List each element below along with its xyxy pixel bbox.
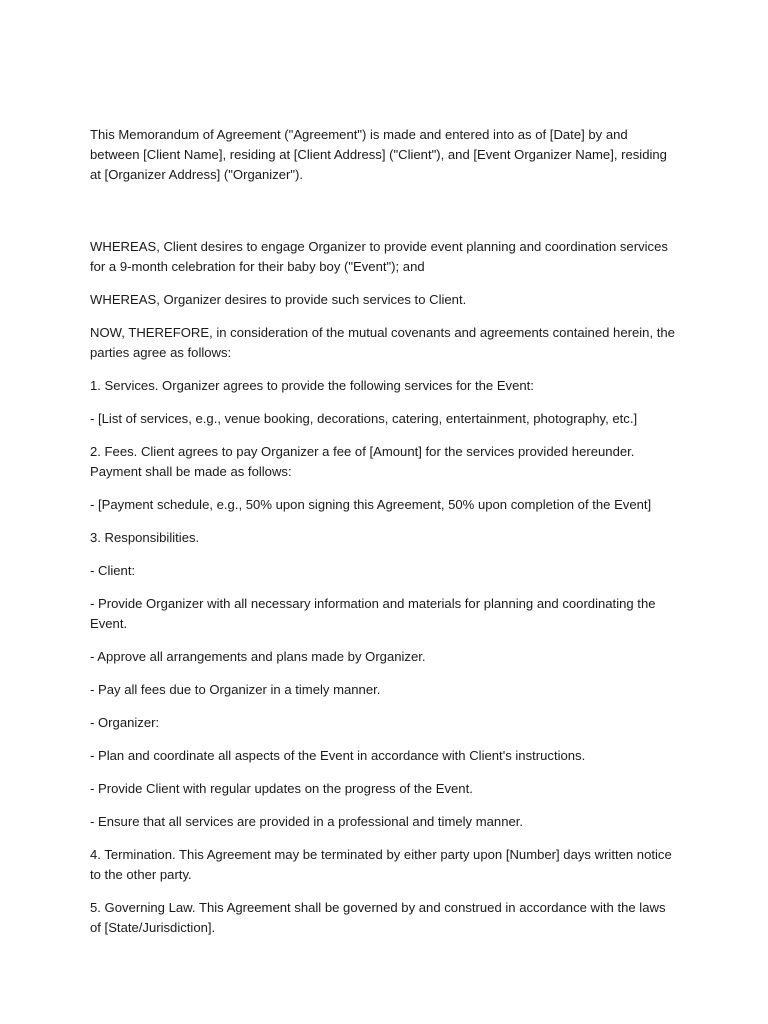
organizer-duty-item: - Plan and coordinate all aspects of the Event in accordance with Client's instructions. (90, 748, 586, 763)
section-termination: 4. Termination. This Agreement may be terminated by either party upon [Number] days written notice to the other party. (90, 847, 672, 882)
now-therefore-clause: NOW, THEREFORE, in consideration of the mutual covenants and agreements contained herein, the parties agree as follows: (90, 325, 675, 360)
services-list-item: - [List of services, e.g., venue booking, decorations, catering, entertainment, photography, etc.] (90, 411, 638, 426)
intro-paragraph: This Memorandum of Agreement ("Agreement") is made and entered into as of [Date] by and between [Client Name], residing at [Client Address] ("Client"), and [Event Organizer Name], residing at [Organizer Address] ("Organizer"). (90, 127, 667, 182)
client-duty-item: - Pay all fees due to Organizer in a timely manner. (90, 682, 381, 697)
payment-schedule-item: - [Payment schedule, e.g., 50% upon signing this Agreement, 50% upon completion of the Event] (90, 497, 652, 512)
client-duty-item: - Approve all arrangements and plans made by Organizer. (90, 649, 426, 664)
whereas-clause-2: WHEREAS, Organizer desires to provide such services to Client. (90, 292, 467, 307)
client-subheading: - Client: (90, 563, 136, 578)
organizer-duty-item: - Provide Client with regular updates on the progress of the Event. (90, 781, 473, 796)
organizer-subheading: - Organizer: (90, 715, 160, 730)
whereas-clause-1: WHEREAS, Client desires to engage Organizer to provide event planning and coordination services for a 9-month celebration for their baby boy ("Event"); and (90, 239, 668, 274)
section-fees-heading: 2. Fees. Client agrees to pay Organizer a fee of [Amount] for the services provided hereunder. Payment shall be made as follows: (90, 444, 635, 479)
document-page (90, 125, 680, 951)
section-responsibilities-heading: 3. Responsibilities. (90, 530, 200, 545)
section-governing-law: 5. Governing Law. This Agreement shall be governed by and construed in accordance with the laws of [State/Jurisdiction]. (90, 900, 666, 935)
client-duty-item: - Provide Organizer with all necessary information and materials for planning and coordinating the Event. (90, 596, 656, 631)
organizer-duty-item: - Ensure that all services are provided in a professional and timely manner. (90, 814, 524, 829)
section-services-heading: 1. Services. Organizer agrees to provide the following services for the Event: (90, 378, 534, 393)
